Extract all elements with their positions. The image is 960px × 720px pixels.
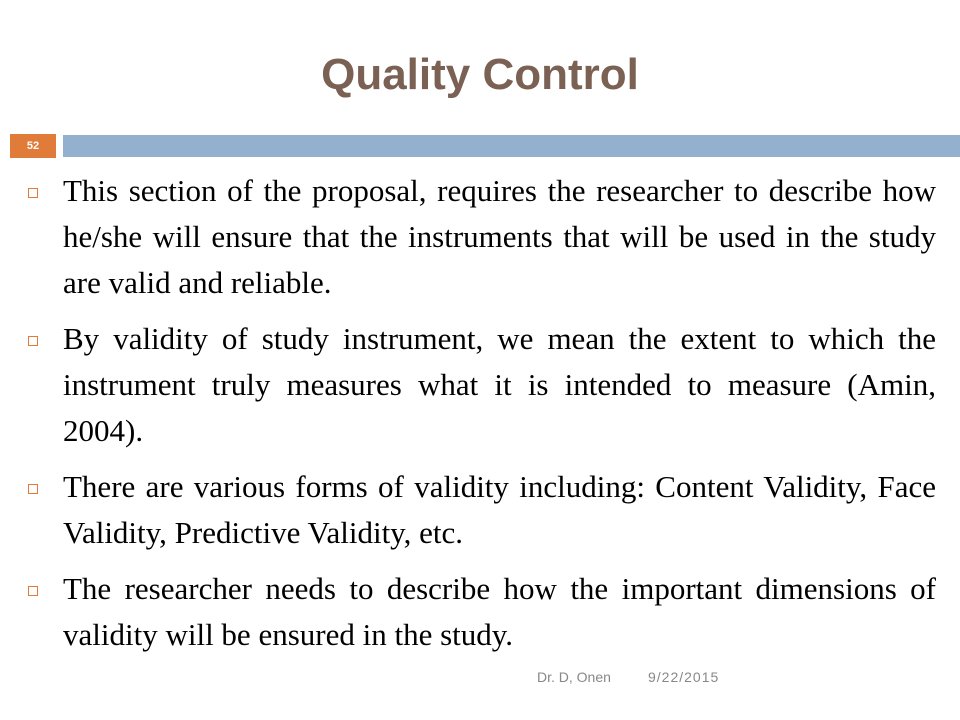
bullet-text: This section of the proposal, requires the researcher to describe how he/she will ensure that the instruments that will be used in the study are valid and reliable. bbox=[63, 173, 936, 300]
header-bar bbox=[63, 135, 960, 157]
bullet-item bbox=[24, 464, 936, 556]
square-bullet-icon bbox=[28, 484, 38, 494]
footer-author: Dr. D, Onen bbox=[537, 669, 611, 685]
bullet-item bbox=[24, 566, 936, 658]
bullet-text: There are various forms of validity including: Content Validity, Face Validity, Predictive Validity, etc. bbox=[63, 469, 936, 550]
square-bullet-icon bbox=[28, 586, 38, 596]
bullet-text: By validity of study instrument, we mean the extent to which the instrument truly measures what it is intended to measure (Amin, 2004). bbox=[63, 321, 936, 448]
square-bullet-icon bbox=[28, 336, 38, 346]
slide-title: Quality Control bbox=[321, 50, 639, 99]
footer-date: 9/22/2015 bbox=[648, 669, 720, 685]
slide-number: 52 bbox=[26, 140, 40, 152]
bullet-text: The researcher needs to describe how the important dimensions of validity will be ensured in the study. bbox=[63, 571, 936, 652]
slide-number-badge bbox=[10, 134, 56, 158]
square-bullet-icon bbox=[28, 188, 38, 198]
bullet-list bbox=[24, 168, 936, 668]
bullet-item bbox=[24, 168, 936, 306]
bullet-item bbox=[24, 316, 936, 454]
